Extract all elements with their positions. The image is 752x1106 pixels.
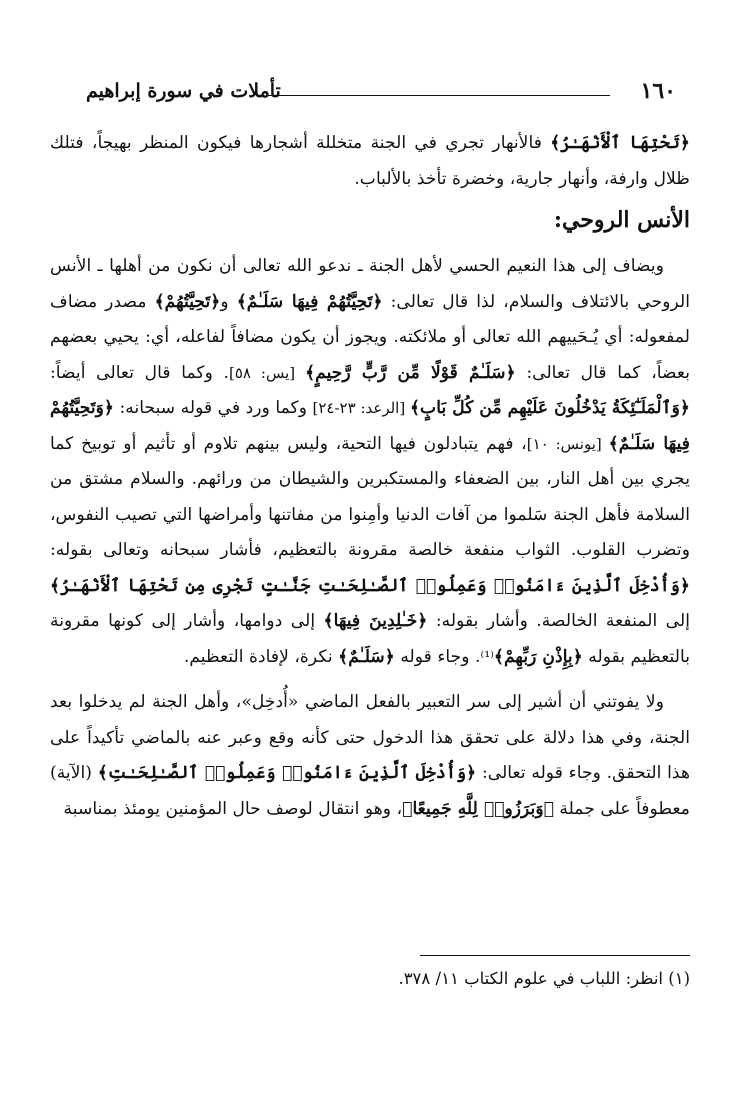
footnote: (١) انظر: اللباب في علوم الكتاب ١١/ ٣٧٨. <box>398 969 690 988</box>
text-run: . وكما قال تعالى أيضاً: <box>50 362 229 383</box>
verse-reference: [الرعد: ٢٣-٢٤] <box>312 399 410 417</box>
text-run: ، وهو انتقال لوصف حال المؤمنين يومئذ بمناسبة <box>63 798 403 819</box>
text-run: نكرة، لإفادة التعظيم. <box>183 646 339 667</box>
running-title: تأملات في سورة إبراهيم <box>86 80 281 102</box>
quran-quote: ﴿تَحْتِهَا ٱلْأَنْهَـٰرُ﴾ <box>550 133 690 153</box>
paragraph-2 <box>50 249 690 675</box>
text-run: إلى المنفعة الخالصة. وأشار بقوله: <box>427 611 690 631</box>
quran-quote: ﴿سَلَـٰمٌ﴾ <box>338 646 395 667</box>
quran-quote: ﴿وَبَرَزُوا۟ لِلَّهِ جَمِيعًا﴾ <box>402 798 554 819</box>
text-run: ، فهم يتبادلون فيها التحية، وليس بينهم تلاوم أو تأثيم أو توبيخ كما يجري بين أهل النار، بين الضعفاء والمستكبرين والشيطان من ورائهم. والسلام مشتق من السلامة فأهل الجنة سَلموا من آفات الدنيا وأمِنوا من مفاتنها وأمراضها التي تصيب النفوس، وتضرب القلوب. الثواب منفعة خالصة مقرونة بالتعظيم، فأشار سبحانه وتعالى بقوله: <box>50 433 690 560</box>
text-run: إلى دوامها، وأشار إلى كونها مقرونة بالتعظيم بقوله <box>50 611 690 667</box>
quran-quote: ﴿وَٱلْمَلَـٰٓئِكَةُ يَدْخُلُونَ عَلَيْهِم مِّن كُلِّ بَابٍ﴾ <box>409 398 691 418</box>
quran-quote: ﴿سَلَـٰمٌ قَوْلًا مِّن رَّبٍّ رَّحِيمٍ﴾ <box>305 362 516 383</box>
quran-quote: ﴿تَحِيَّتُهُمْ فِيهَا سَلَـٰمٌ﴾ <box>236 291 383 312</box>
text-run: وكما ورد في قوله سبحانه: <box>113 398 313 418</box>
footnote-marker: ⁽¹⁾ <box>480 647 494 666</box>
section-heading: الأنس الروحي: <box>553 207 690 233</box>
quran-quote: ﴿وَأُدْخِلَ ٱلَّذِينَ ءَامَنُوا۟ وَعَمِلُوا۟ ٱلصَّـٰلِحَـٰتِ جَنَّـٰتٍ تَجْرِى مِن تَحْتِهَا ٱلْأَنْهَـٰرُ﴾ <box>50 575 690 596</box>
running-header <box>86 78 676 108</box>
paragraph-3 <box>50 685 690 827</box>
text-run: و <box>220 291 237 312</box>
verse-reference: [يس: ٥٨] <box>229 363 306 382</box>
quran-quote: ﴿وَأُدْخِلَ ٱلَّذِينَ ءَامَنُوا۟ وَعَمِلُوا۟ ٱلصَّـٰلِحَـٰتِ﴾ <box>97 763 477 783</box>
quran-quote: ﴿تَحِيَّتُهُمْ﴾ <box>154 291 221 312</box>
footnote-rule <box>420 955 690 956</box>
text-run: . وجاء قوله <box>394 646 481 667</box>
body-text <box>50 126 690 827</box>
header-rule <box>268 95 610 96</box>
quran-quote: ﴿وَتَحِيَّتُهُمْ فِيهَا سَلَـٰمٌ﴾ <box>50 398 690 454</box>
text-run: (الآية) معطوفاً على جملة <box>50 763 690 819</box>
page-number: ١٦٠ <box>640 78 676 104</box>
quran-quote: ﴿بِإِذْنِ رَبِّهِمْ﴾ <box>493 646 583 667</box>
quran-quote: ﴿خَـٰلِدِينَ فِيهَا﴾ <box>323 611 428 631</box>
verse-reference: [يونس: ١٠] <box>526 434 609 453</box>
paragraph-1 <box>50 126 690 197</box>
text-run: مصدر مضاف لمفعوله: أي يُـحَييهم الله تعالى أو ملائكته. ويجوز أن يكون مضافاً لفاعله، أي: يحيي بعضهم بعضاً، كما قال تعالى: <box>50 291 690 383</box>
text-run: ويضاف إلى هذا النعيم الحسي لأهل الجنة ـ ندعو الله تعالى أن نكون من أهلها ـ الأنس الروحي بالائتلاف والسلام، لذا قال تعالى: <box>50 256 690 312</box>
paragraph-gap <box>50 675 690 685</box>
text-run: ولا يفوتني أن أشير إلى سر التعبير بالفعل الماضي «أُدخِل»، وأهل الجنة لم يدخلوا بعد الجنة، وفي هذا دلالة على تحقق هذا الدخول حتى كأنه وقع وعبر عنه بالماضي تأكيداً على هذا التحقق. وجاء قوله تعالى: <box>50 692 691 783</box>
text-run: فالأنهار تجري في الجنة متخللة أشجارها فيكون المنظر بهيجاً، فتلك ظلال وارفة، وأنهار جارية، وخضرة تأخذ بالألباب. <box>50 133 690 189</box>
